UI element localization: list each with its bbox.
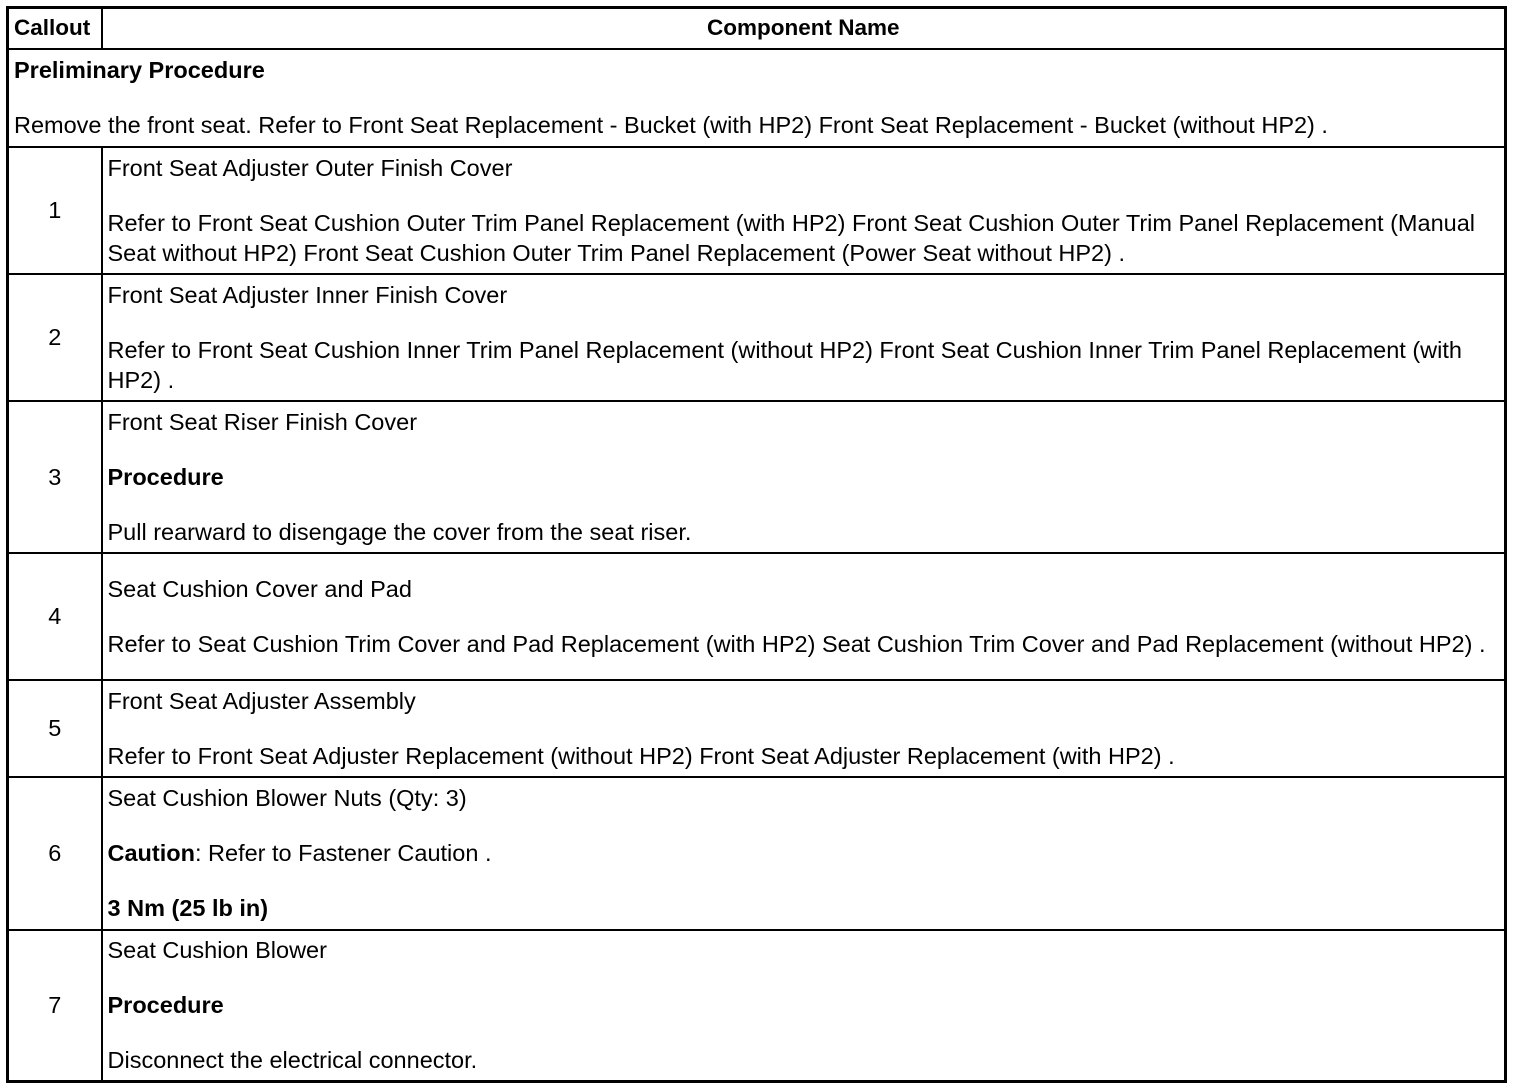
component-name: Seat Cushion Cover and Pad xyxy=(107,575,412,602)
component-name: Seat Cushion Blower Nuts (Qty: 3) xyxy=(107,785,467,811)
component-column-header: Component Name xyxy=(102,8,1506,49)
table-row xyxy=(8,147,1506,274)
component-cell xyxy=(102,553,1506,680)
callout-number: 3 xyxy=(8,401,102,553)
component-name: Front Seat Adjuster Outer Finish Cover xyxy=(107,154,513,181)
preliminary-row xyxy=(8,49,1506,147)
caution-line xyxy=(108,838,1500,868)
preliminary-cell xyxy=(8,49,1506,147)
table-row xyxy=(8,401,1506,553)
component-name: Front Seat Adjuster Assembly xyxy=(107,687,416,714)
component-cell xyxy=(102,680,1506,777)
component-cell xyxy=(102,930,1506,1082)
preliminary-text: Remove the front seat. Refer to Front Seat Replacement - Bucket (with HP2) Front Seat Replacement - Bucket (without HP2) . xyxy=(14,112,1328,138)
callout-column-header: Callout xyxy=(8,8,102,49)
callout-number: 5 xyxy=(8,680,102,777)
table-row xyxy=(8,274,1506,401)
procedure-heading: Procedure xyxy=(107,992,224,1019)
table-row xyxy=(8,680,1506,777)
procedure-table xyxy=(6,6,1507,1083)
caution-label: Caution xyxy=(107,840,195,866)
component-name: Seat Cushion Blower xyxy=(107,937,327,964)
reference-text: Refer to Front Seat Adjuster Replacement (without HP2) Front Seat Adjuster Replacement (with HP2) . xyxy=(107,742,1175,769)
callout-number: 2 xyxy=(8,274,102,401)
callout-number: 6 xyxy=(8,777,102,930)
procedure-heading: Procedure xyxy=(107,463,224,490)
callout-number: 1 xyxy=(8,147,102,274)
torque-spec: 3 Nm (25 lb in) xyxy=(107,895,269,921)
component-name: Front Seat Adjuster Inner Finish Cover xyxy=(107,281,508,308)
header-row xyxy=(8,8,1506,49)
reference-text: Refer to Front Seat Cushion Inner Trim Panel Replacement (without HP2) Front Seat Cushion Inner Trim Panel Replacement (with HP2) . xyxy=(107,336,1462,393)
caution-text: : Refer to Fastener Caution . xyxy=(194,840,492,866)
reference-text: Refer to Seat Cushion Trim Cover and Pad Replacement (with HP2) Seat Cushion Trim Cover and Pad Replacement (without HP2) . xyxy=(107,630,1486,657)
component-cell xyxy=(102,777,1506,930)
callout-number: 7 xyxy=(8,930,102,1082)
component-name: Front Seat Riser Finish Cover xyxy=(107,408,418,435)
table-row xyxy=(8,930,1506,1082)
procedure-text: Pull rearward to disengage the cover from the seat riser. xyxy=(107,518,692,545)
callout-number: 4 xyxy=(8,553,102,680)
table-row xyxy=(8,777,1506,930)
component-cell xyxy=(102,147,1506,274)
component-cell xyxy=(102,401,1506,553)
component-cell xyxy=(102,274,1506,401)
reference-text: Refer to Front Seat Cushion Outer Trim Panel Replacement (with HP2) Front Seat Cushion Outer Trim Panel Replacement (Manual Seat without HP2) Front Seat Cushion Outer Trim Panel Replacement (Power Seat without HP2) . xyxy=(107,209,1476,266)
procedure-text: Disconnect the electrical connector. xyxy=(107,1047,478,1074)
preliminary-title: Preliminary Procedure xyxy=(14,57,265,83)
table-row xyxy=(8,553,1506,680)
